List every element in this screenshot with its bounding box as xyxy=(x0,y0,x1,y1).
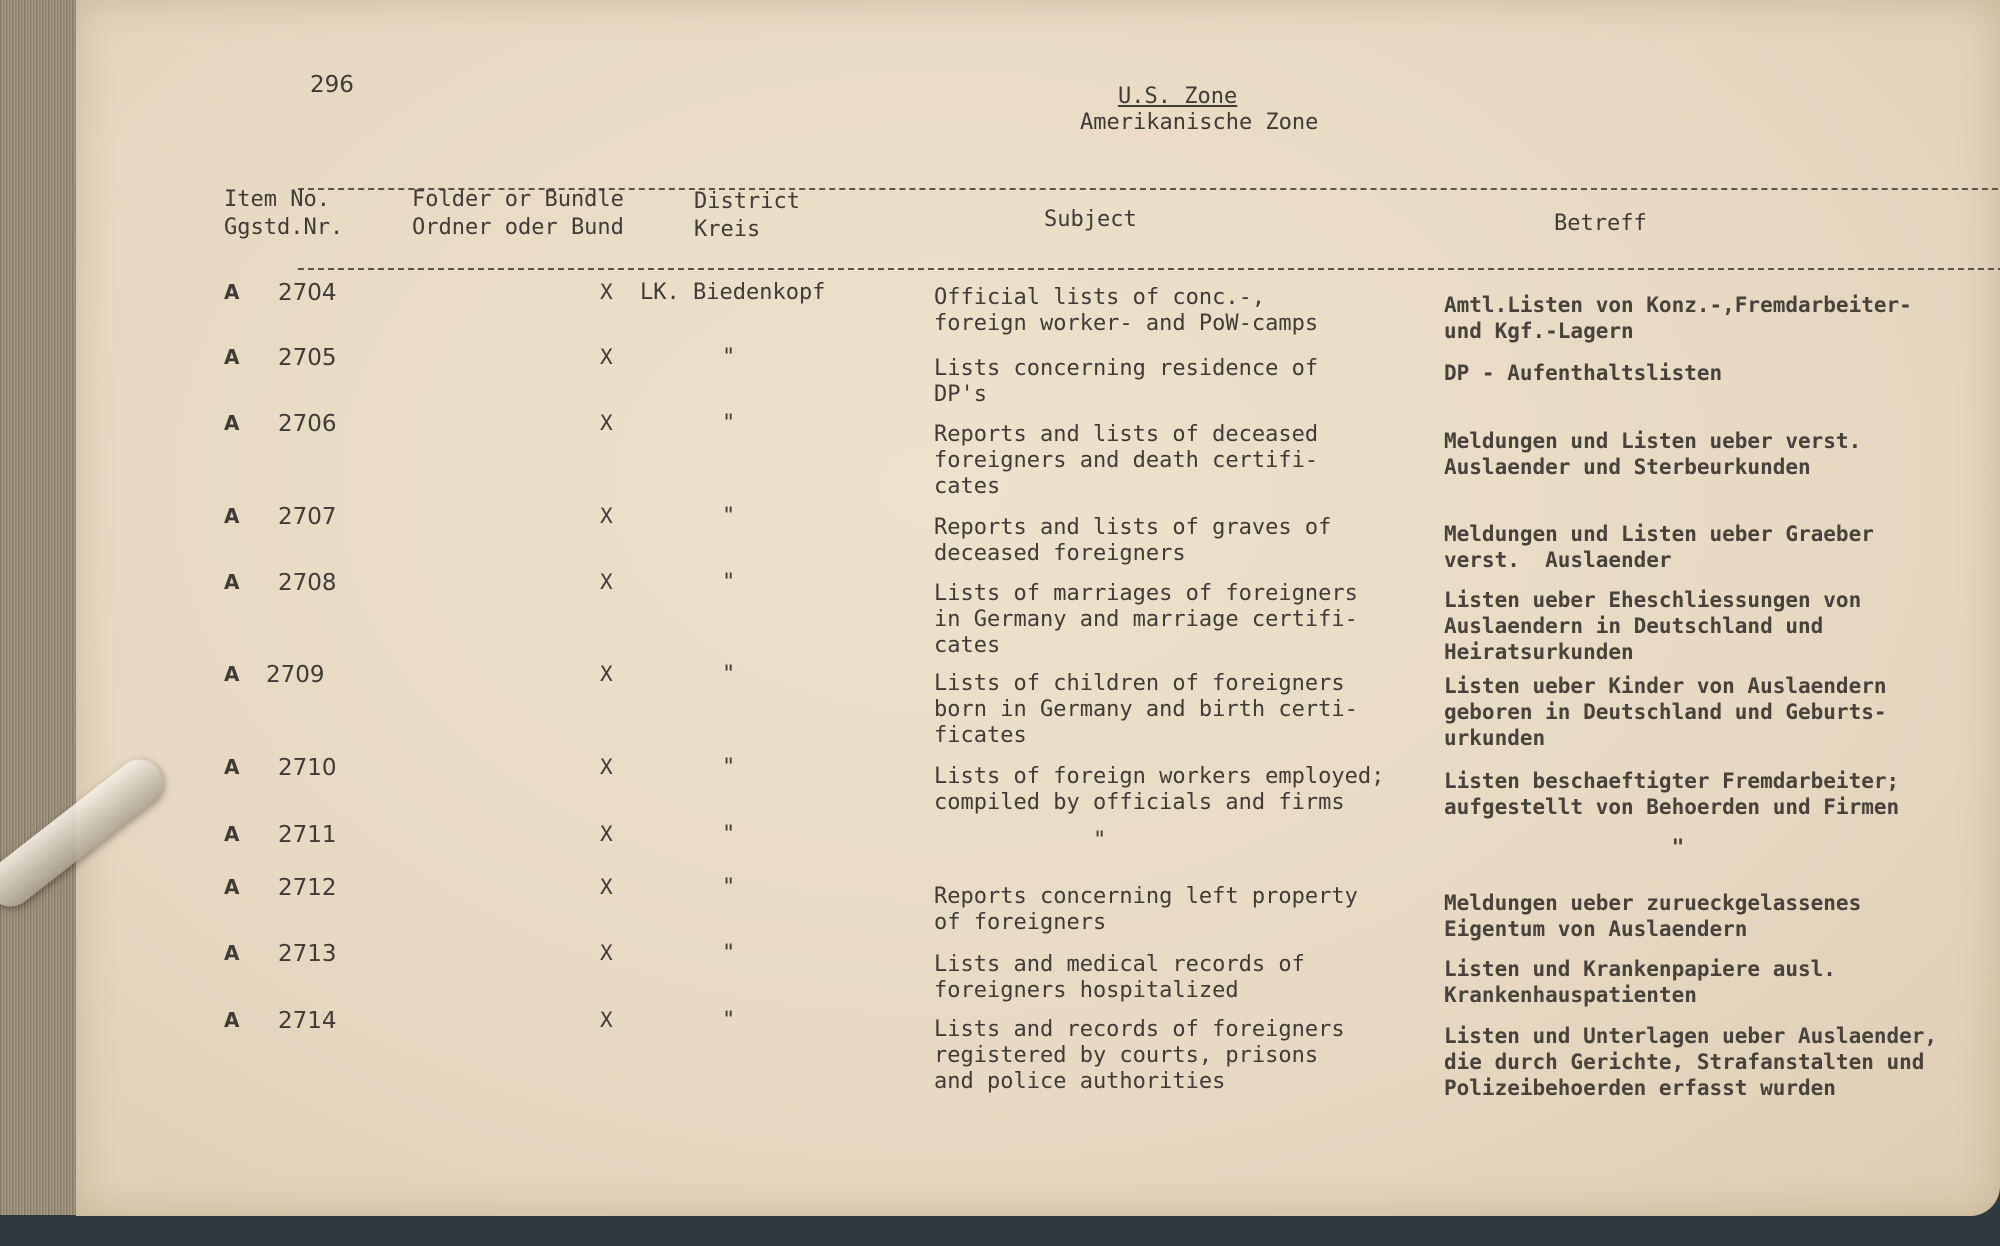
header-item-de: Ggstd.Nr. xyxy=(224,215,344,240)
subject-en: Official lists of conc.-, foreign worker- and PoW-camps xyxy=(934,285,1319,336)
district: " xyxy=(722,345,736,370)
zone-title-german: Amerikanische Zone xyxy=(1080,110,1319,135)
district: " xyxy=(722,1008,736,1033)
header-rule-bottom xyxy=(298,268,2000,270)
item-number: 2707 xyxy=(278,504,337,530)
subject-en: Reports and lists of deceased foreigners and death certifi- cates xyxy=(934,422,1319,499)
folder-mark: X xyxy=(600,1008,613,1032)
header-item-en: Item No. xyxy=(224,187,330,212)
item-number: 2704 xyxy=(278,280,337,306)
header-folder-de: Ordner oder Bund xyxy=(412,215,624,240)
district: " xyxy=(722,570,736,595)
document-page xyxy=(76,0,2000,1216)
folder-mark: X xyxy=(600,504,613,528)
row-letter: A xyxy=(224,822,240,846)
subject-en: " xyxy=(934,828,1107,853)
district: LK. Biedenkopf xyxy=(640,280,826,305)
item-number: 2714 xyxy=(278,1008,337,1034)
row-letter: A xyxy=(224,345,240,369)
betreff-de: Listen ueber Kinder von Auslaendern geboren in Deutschland und Geburts- urkunden xyxy=(1444,674,1887,750)
betreff-de: Meldungen und Listen ueber verst. Auslaender und Sterbeurkunden xyxy=(1444,429,1862,479)
folder-mark: X xyxy=(600,280,613,304)
item-number: 2711 xyxy=(278,822,337,848)
header-folder-en: Folder or Bundle xyxy=(412,187,624,212)
district: " xyxy=(722,941,736,966)
subject-en: Reports concerning left property of foreigners xyxy=(934,884,1358,935)
row-letter: A xyxy=(224,755,240,779)
district: " xyxy=(722,504,736,529)
district: " xyxy=(722,662,736,687)
folder-mark: X xyxy=(600,662,613,686)
row-letter: A xyxy=(224,280,240,304)
folder-mark: X xyxy=(600,345,613,369)
subject-en: Lists and records of foreigners registered by courts, prisons and police authorities xyxy=(934,1017,1345,1094)
row-letter: A xyxy=(224,875,240,899)
header-district-de: Kreis xyxy=(694,217,761,242)
subject-en: Reports and lists of graves of deceased foreigners xyxy=(934,515,1332,566)
book-page-edges xyxy=(0,0,82,1215)
betreff-de: Listen und Krankenpapiere ausl. Krankenhauspatienten xyxy=(1444,957,1836,1007)
betreff-de: Listen beschaeftigter Fremdarbeiter; aufgestellt von Behoerden und Firmen xyxy=(1444,769,1900,819)
page-number: 296 xyxy=(310,72,354,98)
subject-en: Lists of foreign workers employed; compiled by officials and firms xyxy=(934,764,1385,815)
betreff-de: " xyxy=(1444,835,1685,859)
subject-en: Lists of children of foreigners born in Germany and birth certi- ficates xyxy=(934,671,1358,748)
subject-en: Lists of marriages of foreigners in Germany and marriage certifi- cates xyxy=(934,581,1358,658)
header-betreff: Betreff xyxy=(1554,211,1647,236)
row-letter: A xyxy=(224,941,240,965)
betreff-de: Listen und Unterlagen ueber Auslaender, die durch Gerichte, Strafanstalten und Polizeibehoerden erfasst wurden xyxy=(1444,1024,1938,1100)
district: " xyxy=(722,875,736,900)
row-letter: A xyxy=(224,504,240,528)
folder-mark: X xyxy=(600,941,613,965)
folder-mark: X xyxy=(600,875,613,899)
district: " xyxy=(722,822,736,847)
row-letter: A xyxy=(224,570,240,594)
betreff-de: Meldungen und Listen ueber Graeber verst. Auslaender xyxy=(1444,522,1874,572)
subject-en: Lists concerning residence of DP's xyxy=(934,356,1319,407)
item-number: 2705 xyxy=(278,345,337,371)
header-subject: Subject xyxy=(1044,207,1137,232)
item-number: 2706 xyxy=(278,411,337,437)
folder-mark: X xyxy=(600,755,613,779)
betreff-de: Listen ueber Eheschliessungen von Auslaendern in Deutschland und Heiratsurkunden xyxy=(1444,588,1862,664)
item-number: 2708 xyxy=(278,570,337,596)
row-letter: A xyxy=(224,662,240,686)
header-district-en: District xyxy=(694,189,800,214)
zone-title-english: U.S. Zone xyxy=(1118,84,1238,109)
item-number: 2713 xyxy=(278,941,337,967)
folder-mark: X xyxy=(600,570,613,594)
item-number: 2710 xyxy=(278,755,337,781)
item-number: 2712 xyxy=(278,875,337,901)
row-letter: A xyxy=(224,1008,240,1032)
betreff-de: Amtl.Listen von Konz.-,Fremdarbeiter- und Kgf.-Lagern xyxy=(1444,293,1912,343)
district: " xyxy=(722,411,736,436)
betreff-de: Meldungen ueber zurueckgelassenes Eigentum von Auslaendern xyxy=(1444,891,1862,941)
subject-en: Lists and medical records of foreigners hospitalized xyxy=(934,952,1305,1003)
district: " xyxy=(722,755,736,780)
item-number: 2709 xyxy=(266,662,325,688)
folder-mark: X xyxy=(600,822,613,846)
row-letter: A xyxy=(224,411,240,435)
folder-mark: X xyxy=(600,411,613,435)
betreff-de: DP - Aufenthaltslisten xyxy=(1444,361,1723,385)
